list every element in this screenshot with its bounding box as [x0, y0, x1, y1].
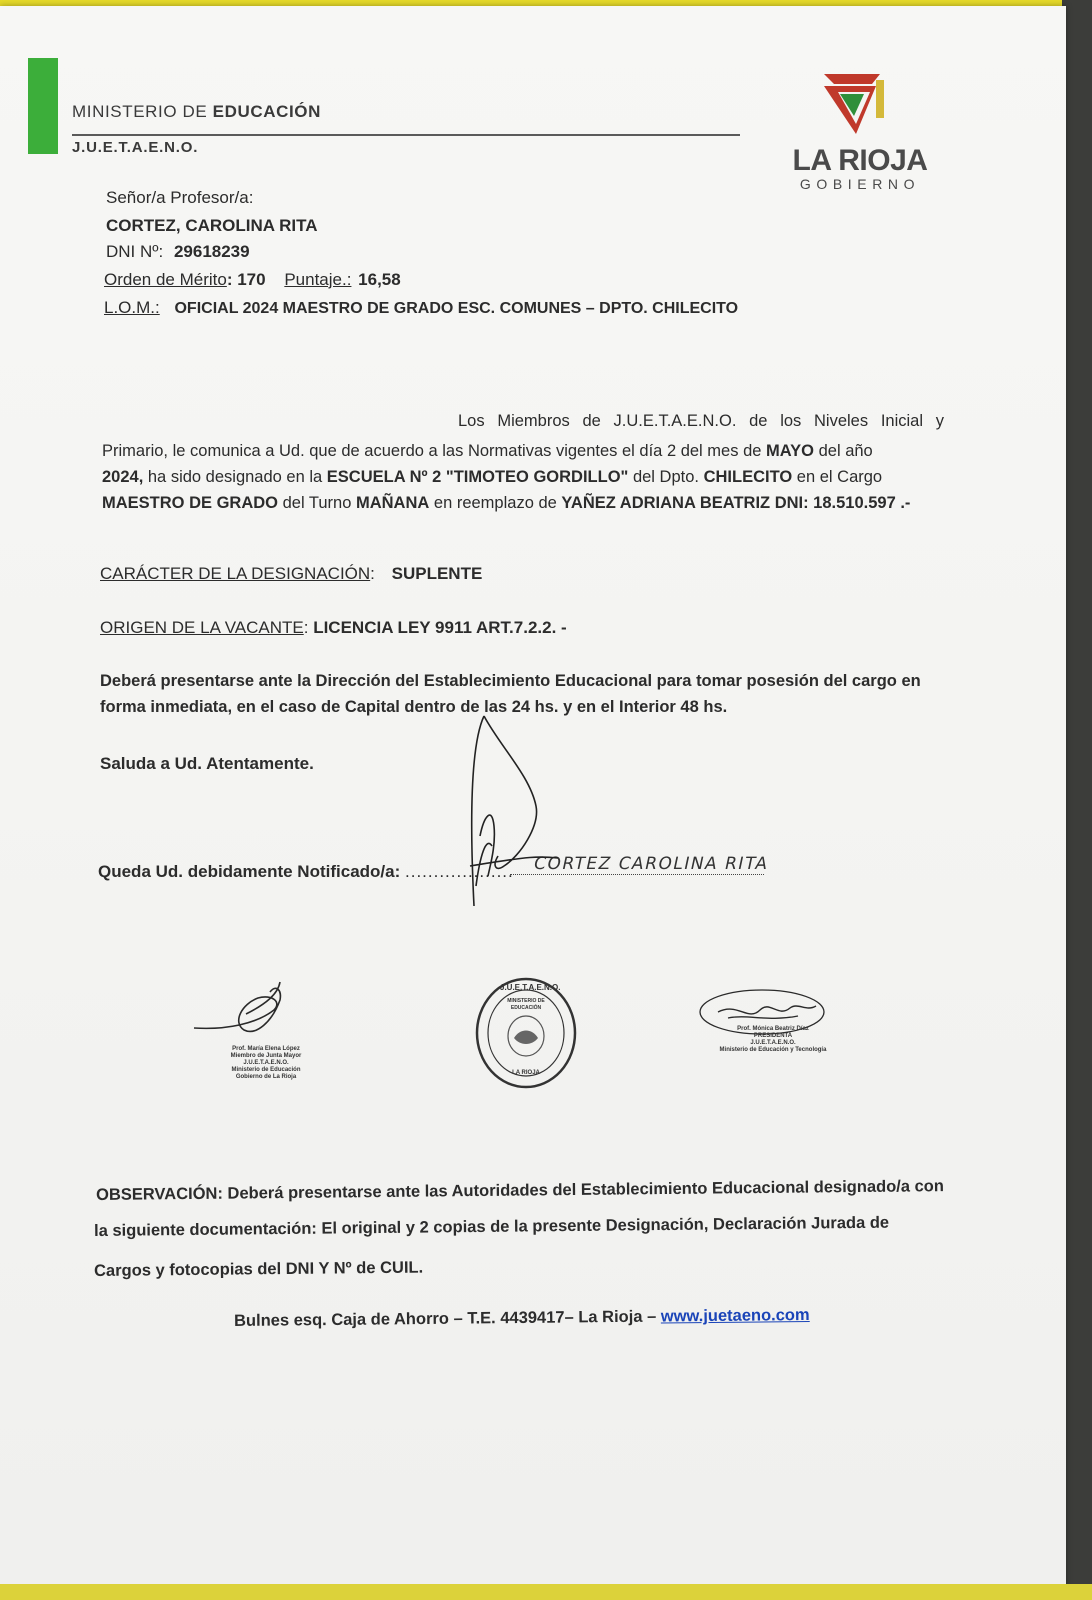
- ministry-bold: EDUCACIÓN: [212, 102, 321, 121]
- left-stamp-line: Ministerio de Educación: [231, 1067, 301, 1073]
- la-rioja-logo: [780, 68, 940, 198]
- replaced-teacher: YAÑEZ ADRIANA BEATRIZ DNI: 18.510.597 .-: [561, 494, 911, 512]
- character-value: SUPLENTE: [391, 564, 483, 583]
- body-line-1: Los Miembros de J.U.E.T.A.E.N.O. de los Niveles Inicial y: [458, 412, 944, 430]
- notified-dots: ...................: [405, 862, 514, 881]
- la-rioja-emblem-icon: [780, 68, 940, 148]
- body-line-2-text: Primario, le comunica a Ud. que de acuerdo a las Normativas vigentes el día 2 del mes de: [102, 442, 767, 460]
- body-line-3-mid: del Dpto.: [628, 468, 704, 486]
- left-stamp-text: [206, 1046, 326, 1081]
- recipient-signature-icon: [440, 706, 560, 936]
- board-name: J.U.E.T.A.E.N.O.: [72, 139, 199, 156]
- observation-line-2: la siguiente documentación: El original y 2 copias de la presente Designación, Declaración Jurada de: [94, 1213, 890, 1240]
- dni-row: [106, 242, 250, 262]
- origin-label: ORIGEN DE LA VACANTE: [100, 618, 304, 637]
- logo-subtitle: GOBIERNO: [799, 176, 921, 192]
- ministry-prefix: MINISTERIO DE: [72, 102, 208, 121]
- seal-bottom-text: LA RIOJA: [512, 1070, 540, 1076]
- merit-row: [104, 270, 401, 290]
- body-line-3-end: en el Cargo: [792, 468, 883, 486]
- origin-value: LICENCIA LEY 9911 ART.7.2.2. -: [313, 618, 567, 637]
- salutation: Señor/a Profesor/a:: [106, 188, 254, 207]
- ministry-heading: [72, 102, 321, 122]
- body-line-2-end: del año: [814, 442, 873, 460]
- header-divider: [72, 134, 740, 136]
- logo-title: LA RIOJA: [792, 144, 928, 177]
- observation-line-1: [96, 1177, 944, 1205]
- right-signature-stamp: [698, 982, 832, 1062]
- designation-month: MAYO: [766, 442, 815, 460]
- closing-greeting: Saluda a Ud. Atentamente.: [100, 754, 314, 773]
- observation-text-1: Deberá presentarse ante las Autoridades del Establecimiento Educacional designado/a con: [222, 1177, 945, 1203]
- ministry-green-bar: [28, 58, 58, 154]
- handwritten-name: CORTEZ CAROLINA RITA: [531, 854, 771, 874]
- left-stamp-line: Miembro de Junta Mayor: [230, 1053, 302, 1059]
- footer-address: Bulnes esq. Caja de Ahorro – T.E. 4439417– La Rioja –: [234, 1307, 661, 1330]
- department-name: CHILECITO: [703, 468, 793, 486]
- left-stamp-line: J.U.E.T.A.E.N.O.: [243, 1060, 289, 1066]
- character-row: CARÁCTER DE LA DESIGNACIÓN: SUPLENTE: [100, 564, 483, 583]
- merit-value: : 170: [226, 270, 266, 289]
- right-stamp-line: Ministerio de Educación y Tecnología: [719, 1047, 827, 1053]
- origin-row: ORIGEN DE LA VACANTE: LICENCIA LEY 9911 ART.7.2.2. -: [100, 618, 567, 637]
- right-stamp-line: Prof. Mónica Beatriz Díaz: [737, 1026, 809, 1032]
- body-line-4-text: del Turno: [278, 494, 356, 512]
- designation-year: 2024,: [102, 468, 144, 486]
- lom-row: [104, 298, 738, 318]
- dni-label: DNI Nº:: [106, 242, 164, 261]
- background-dark-edge: [1062, 0, 1092, 1600]
- official-seal: [474, 976, 578, 1090]
- footer-contact: [234, 1306, 810, 1331]
- body-line-3-text: ha sido designado en la: [143, 468, 327, 486]
- seal-top-text: J.U.E.T.A.E.N.O.: [500, 983, 561, 992]
- body-line-4: [102, 490, 944, 517]
- body-line-3: [102, 464, 944, 491]
- instruction-line-1: Deberá presentarse ante la Dirección del Establecimiento Educacional para tomar posesión del cargo en: [100, 672, 921, 690]
- left-stamp-line: Prof. María Elena López: [232, 1046, 300, 1052]
- footer-website-link[interactable]: www.juetaeno.com: [660, 1305, 810, 1326]
- body-line-2: [102, 438, 944, 465]
- left-stamp-line: Gobierno de La Rioja: [235, 1074, 297, 1080]
- left-signature-stamp: [186, 974, 326, 1084]
- right-stamp-line: J.U.E.T.A.E.N.O.: [750, 1040, 796, 1046]
- lom-value: OFICIAL 2024 MAESTRO DE GRADO ESC. COMUNES – DPTO. CHILECITO: [174, 300, 739, 317]
- body-line-4-mid: en reemplazo de: [429, 494, 562, 512]
- score-label: Puntaje.:: [284, 270, 352, 289]
- dni-value: 29618239: [173, 242, 250, 261]
- seal-mid-text: MINISTERIO DE EDUCACIÓN: [507, 998, 545, 1011]
- background-yellow-bottom: [0, 1584, 1092, 1600]
- lom-label: L.O.M.:: [104, 298, 160, 317]
- right-stamp-line: PRESIDENTA: [753, 1033, 793, 1039]
- notified-label: Queda Ud. debidamente Notificado/a:: [98, 862, 401, 881]
- shift-name: MAÑANA: [355, 494, 430, 512]
- instruction-line-2: forma inmediata, en el caso de Capital dentro de las 24 hs. y en el Interior 48 hs.: [100, 698, 728, 716]
- observation-label: OBSERVACIÓN:: [96, 1184, 224, 1204]
- school-name: ESCUELA Nº 2 "TIMOTEO GORDILLO": [326, 468, 629, 486]
- recipient-name: CORTEZ, CAROLINA RITA: [106, 216, 318, 235]
- left-signature-icon: [186, 974, 326, 1044]
- document-page: [0, 6, 1066, 1588]
- score-value: 16,58: [358, 270, 401, 289]
- character-label: CARÁCTER DE LA DESIGNACIÓN: [100, 564, 371, 583]
- merit-label: Orden de Mérito: [104, 270, 227, 289]
- role-name: MAESTRO DE GRADO: [102, 494, 279, 512]
- observation-line-3: Cargos y fotocopias del DNI Y Nº de CUIL.: [94, 1258, 424, 1280]
- right-stamp-text: [718, 1026, 828, 1054]
